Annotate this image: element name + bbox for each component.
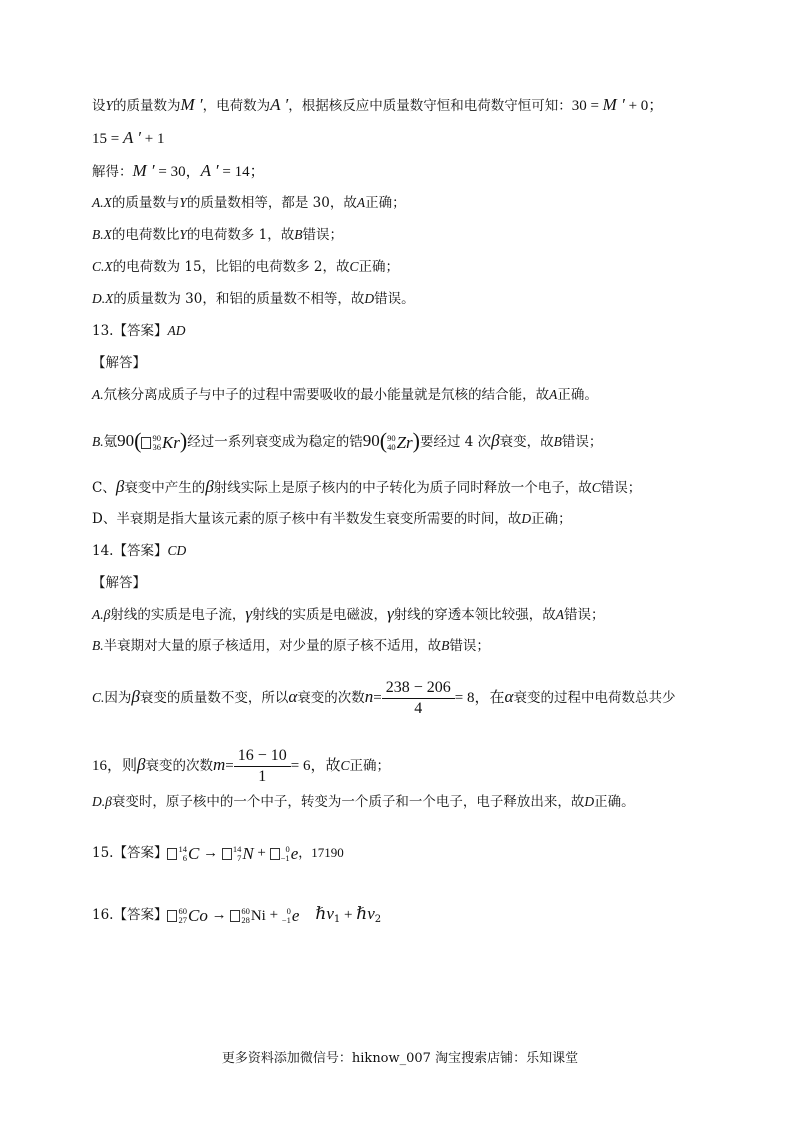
- nuclide-scripts: [282, 907, 291, 925]
- text: 的质量数为: [113, 98, 181, 114]
- text: 错误；: [561, 434, 603, 450]
- text-line-3: [92, 160, 730, 183]
- greek-beta: β: [131, 687, 140, 706]
- mass-number: 14: [178, 843, 187, 854]
- option-ref: A: [356, 195, 366, 210]
- element-symbol: e: [290, 843, 299, 863]
- numerator: 238 − 206: [385, 679, 451, 696]
- option-ref: C: [591, 480, 601, 495]
- var-y: Y: [179, 195, 187, 210]
- option-label: C.X: [92, 259, 113, 274]
- greek-gamma: γ: [245, 604, 253, 623]
- atomic-number: 40: [387, 441, 396, 452]
- mass-number: 90: [152, 432, 161, 443]
- text: 半衰期对大量的原子核适用，对少量的原子核不适用，故: [103, 638, 442, 654]
- text: 的质量数与: [111, 195, 180, 211]
- nuclide-scripts: [281, 845, 290, 863]
- atomic-number: 28: [241, 914, 250, 925]
- atomic-number: 7: [237, 852, 242, 863]
- answer-13: [92, 320, 730, 342]
- text: 因为: [104, 690, 132, 706]
- answer-value: CD: [167, 543, 187, 558]
- var-nu: v: [367, 904, 375, 923]
- option-ref: C: [349, 259, 359, 274]
- text: 衰变的过程中电荷数总共少: [513, 690, 676, 706]
- equation-part: = 8，在: [454, 690, 505, 706]
- text: 正确；: [349, 758, 390, 774]
- nuclide-ni: [230, 905, 266, 927]
- text: ，根据核反应中质量数守恒和电荷数守恒可知：: [288, 98, 572, 114]
- text-line-2: [92, 127, 730, 150]
- mass-number: 60: [178, 905, 187, 916]
- denominator: 1: [258, 768, 267, 785]
- text: 衰变中产生的: [124, 480, 206, 496]
- option-ref: B: [294, 227, 303, 242]
- text: 射线的实质是电磁波，: [252, 607, 388, 623]
- option-label: A.β: [92, 607, 111, 622]
- planck-h: ℏ: [356, 904, 368, 923]
- page-footer: 更多资料添加微信号：hiknow_007 淘宝搜索店铺：乐知课堂: [221, 1051, 579, 1066]
- numerator: 16 − 10: [237, 747, 287, 764]
- text: 正确；: [365, 195, 406, 211]
- text-line-10: [92, 384, 730, 406]
- text-line-13: [92, 508, 730, 530]
- text: 的电荷数多 1，故: [186, 227, 295, 243]
- text-line-19: [92, 746, 730, 787]
- text: 解得：: [92, 164, 133, 180]
- greek-alpha: α: [504, 687, 514, 706]
- var-n: n: [364, 687, 374, 706]
- text: 正确。: [594, 794, 635, 810]
- option-label: D.X: [92, 291, 114, 306]
- element-symbol: C: [187, 843, 200, 863]
- paren-open: (: [379, 428, 388, 453]
- option-label: A.X: [92, 195, 112, 210]
- text: ，电荷数为: [202, 98, 271, 114]
- text: 正确；: [358, 259, 400, 275]
- option-ref: B: [441, 638, 450, 653]
- mass-number: 90: [387, 432, 396, 443]
- text: 错误；: [302, 227, 344, 243]
- nuclide-zr: [387, 432, 413, 454]
- equals-sign: =: [373, 690, 382, 706]
- greek-gamma: γ: [387, 604, 394, 623]
- text-line-1: [92, 94, 730, 117]
- nuclide-kr: [141, 432, 179, 454]
- text: 设: [92, 98, 106, 114]
- var-m-prime: M ′: [180, 95, 203, 114]
- greek-beta: β: [205, 477, 214, 496]
- solution-heading: [92, 352, 730, 374]
- text-line-6: [92, 256, 730, 278]
- option-ref: D: [584, 794, 595, 809]
- atomic-number: −1: [281, 914, 291, 925]
- text: 错误。: [374, 291, 415, 307]
- text: 正确；: [531, 511, 572, 527]
- number: 90: [117, 431, 135, 450]
- text: 【解答】: [92, 355, 146, 371]
- greek-beta: β: [137, 755, 146, 774]
- equation-part: + 0；: [624, 98, 664, 114]
- greek-beta: β: [491, 431, 500, 450]
- var-y: Y: [179, 227, 187, 242]
- option-label: B.X: [92, 227, 112, 242]
- particle-electron: [270, 843, 299, 865]
- text: 衰变时，原子核中的一个中子，转变为一个质子和一个电子，电子释放出来，故: [111, 794, 585, 810]
- paren-close: ): [412, 428, 420, 453]
- element-symbol: N: [242, 843, 254, 863]
- placeholder-box: [270, 848, 280, 860]
- var-a-prime: A ′: [270, 95, 289, 114]
- greek-alpha: α: [288, 687, 298, 706]
- answer-label: 16.【答案】: [92, 907, 168, 923]
- answer-15: [92, 842, 730, 865]
- element-symbol: Ni: [250, 907, 266, 924]
- option-ref: C: [340, 758, 350, 773]
- text-line-20: [92, 791, 730, 813]
- subscript: 1: [333, 914, 341, 925]
- var-m-prime: M ′: [602, 95, 625, 114]
- mass-number: 60: [241, 905, 250, 916]
- equation-part: = 30，: [154, 164, 201, 180]
- text: 正确。: [557, 387, 598, 403]
- mass-number: 0: [286, 905, 291, 916]
- placeholder-box: [222, 848, 232, 860]
- paren-close: ): [179, 428, 188, 453]
- text: 16，则: [92, 758, 138, 774]
- atomic-number: 27: [178, 914, 187, 925]
- text: D、半衰期是指大量该元素的原子核中有半数发生衰变所需要的时间，故: [92, 511, 522, 527]
- text: 的电荷数比: [111, 227, 180, 243]
- number: 90: [362, 431, 380, 450]
- answer-value: AD: [167, 323, 186, 338]
- text-line-7: [92, 288, 730, 310]
- option-ref: D: [521, 511, 532, 526]
- equals-sign: =: [225, 758, 234, 774]
- text-line-12: [92, 476, 730, 499]
- nuclide-n: [222, 843, 254, 865]
- text: 要经过 4 次: [419, 434, 492, 450]
- plus-sign: +: [265, 907, 282, 923]
- mass-number: 14: [232, 843, 242, 854]
- greek-beta: β: [115, 477, 125, 496]
- option-label: C、: [92, 480, 116, 496]
- text-line-17: [92, 635, 730, 657]
- text-line-11: [92, 430, 730, 454]
- nuclide-co: [167, 905, 207, 927]
- subscript: 2: [374, 914, 382, 925]
- var-y: Y: [105, 98, 114, 113]
- option-label: D.β: [92, 794, 112, 809]
- reaction-arrow: →: [199, 845, 222, 861]
- var-m-prime: M ′: [132, 161, 155, 180]
- answer-label: 13.【答案】: [92, 323, 168, 339]
- atomic-number: −1: [280, 852, 290, 863]
- option-label: C.: [92, 690, 105, 705]
- element-symbol: Zr: [396, 432, 413, 452]
- fraction: [384, 678, 453, 719]
- atomic-number: 36: [152, 441, 161, 452]
- nuclide-scripts: [241, 907, 250, 925]
- fraction: [236, 746, 289, 787]
- var-nu: v: [326, 904, 334, 923]
- nuclide-scripts: [178, 907, 187, 925]
- text: 【解答】: [92, 575, 146, 591]
- text-line-16: [92, 603, 730, 626]
- text: 的质量数为 30，和铝的质量数不相等，故: [113, 291, 365, 307]
- placeholder-box: [167, 848, 177, 860]
- option-label: A.: [92, 387, 104, 402]
- var-a-prime: A ′: [200, 161, 219, 180]
- plus-sign: +: [340, 907, 357, 923]
- var-m: m: [212, 755, 226, 774]
- option-label: B.: [92, 434, 104, 449]
- text: 错误；: [449, 638, 490, 654]
- element-symbol: Kr: [161, 432, 180, 452]
- text: 射线实际上是原子核内的中子转化为质子同时释放一个电子，故: [213, 480, 592, 496]
- nuclide-scripts: [152, 434, 161, 452]
- answer-14: [92, 540, 730, 562]
- option-label: B.: [92, 638, 104, 653]
- option-ref: D: [364, 291, 375, 306]
- nuclide-scripts: [178, 845, 187, 863]
- solution-heading: [92, 572, 730, 594]
- var-a-prime: A ′: [122, 128, 142, 147]
- placeholder-box: [167, 910, 177, 922]
- element-symbol: Co: [187, 905, 208, 925]
- placeholder-box: [141, 437, 151, 449]
- text: 错误；: [600, 480, 642, 496]
- equation-part: = 6，故: [290, 758, 341, 774]
- text-line-4: [92, 192, 730, 214]
- planck-h: ℏ: [315, 904, 327, 923]
- text-line-5: [92, 224, 730, 246]
- text: 错误；: [564, 607, 605, 623]
- paren-open: (: [134, 428, 142, 453]
- text: 衰变，故: [499, 434, 554, 450]
- text: 衰变的次数: [145, 758, 213, 774]
- atomic-number: 6: [182, 852, 187, 863]
- option-ref: A: [555, 607, 565, 622]
- answer-label: 15.【答案】: [92, 845, 168, 861]
- equation-part: = 14；: [218, 164, 265, 180]
- nuclide-scripts: [233, 845, 242, 863]
- nuclide-scripts: [387, 434, 396, 452]
- equation-part: 30 =: [571, 98, 603, 114]
- text: 的质量数相等，都是 30，故: [186, 195, 357, 211]
- element-symbol: e: [291, 905, 300, 925]
- nuclide-c: [167, 843, 199, 865]
- placeholder-box: [230, 910, 240, 922]
- text: 的电荷数为 15，比铝的电荷数多 2，故: [112, 259, 350, 275]
- reaction-arrow: →: [207, 907, 231, 923]
- text: 射线的实质是电子流，: [110, 607, 246, 623]
- answer-value: ，17190: [298, 845, 344, 860]
- equation-part: 15 =: [92, 131, 123, 147]
- text: 衰变的次数: [297, 690, 365, 706]
- answer-16: [92, 903, 730, 931]
- plus-sign: +: [253, 845, 270, 861]
- option-ref: B: [553, 434, 562, 449]
- text: 氪: [103, 434, 118, 450]
- answer-label: 14.【答案】: [92, 543, 168, 559]
- option-ref: A: [549, 387, 558, 402]
- text: 经过一系列衰变成为稳定的锆: [187, 434, 363, 450]
- text: 衰变的质量数不变，所以: [139, 690, 289, 706]
- denominator: 4: [414, 700, 423, 717]
- particle-electron: [282, 905, 300, 927]
- equation-part: + 1: [141, 131, 165, 147]
- text: 氘核分离成质子与中子的过程中需要吸收的最小能量就是氘核的结合能，故: [103, 387, 550, 403]
- text: 射线的穿透本领比较强，故: [393, 607, 556, 623]
- mass-number: 0: [285, 843, 290, 854]
- text-line-18: [92, 678, 730, 719]
